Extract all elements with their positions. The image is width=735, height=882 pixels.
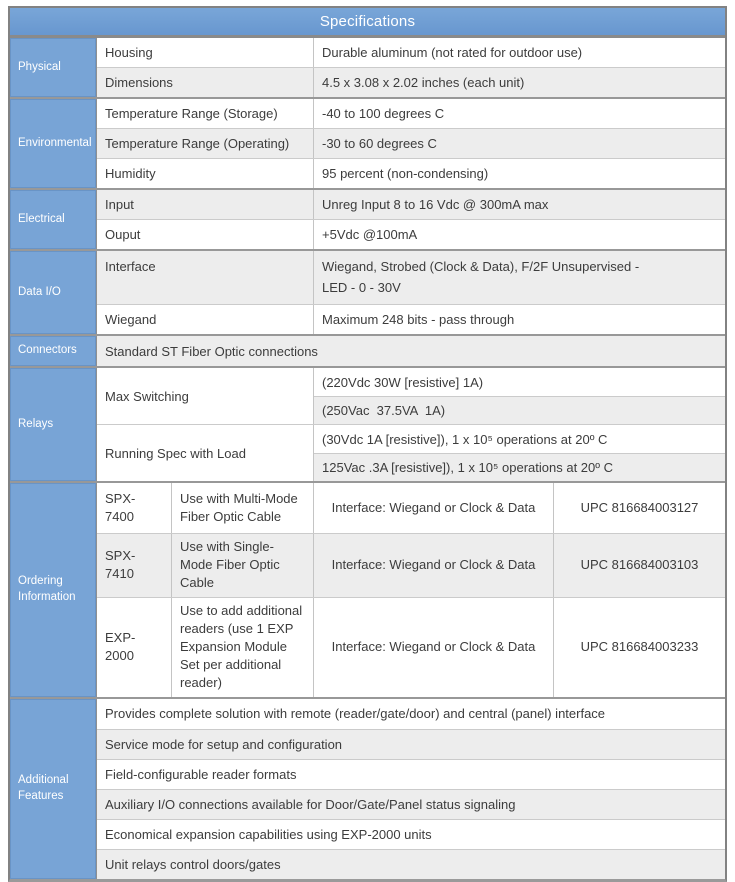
spec-value: (30Vdc 1A [resistive]), 1 x 10⁵ operations at 20º C (314, 425, 725, 453)
spec-label: Interface (97, 251, 314, 304)
ordering-model: EXP-2000 (97, 598, 172, 697)
relay-group (97, 368, 725, 424)
spec-label: Housing (97, 38, 314, 67)
section-environmental (10, 97, 725, 188)
feature-row (97, 699, 725, 729)
spec-value-line-2: LED - 0 - 30V (322, 279, 401, 295)
table-row (97, 533, 725, 597)
feature-text: Service mode for setup and configuration (105, 736, 343, 752)
table-row (97, 336, 725, 366)
category-cell-data-io: Data I/O (10, 251, 97, 334)
spec-value: Unreg Input 8 to 16 Vdc @ 300mA max (322, 197, 549, 212)
spec-label: Ouput (97, 220, 314, 249)
spec-label: Input (97, 190, 314, 219)
spec-label: Temperature Range (Operating) (97, 129, 314, 158)
ordering-upc: UPC 816684003127 (580, 499, 699, 515)
section-relays (10, 366, 725, 481)
spec-value: Durable aluminum (not rated for outdoor use) (322, 45, 583, 60)
feature-row (97, 789, 725, 819)
table-row (97, 251, 725, 304)
ordering-upc: UPC 816684003233 (580, 638, 699, 654)
spec-value: (220Vdc 30W [resistive] 1A) (314, 368, 725, 396)
section-data-io (10, 249, 725, 334)
spec-value: Standard ST Fiber Optic connections (105, 343, 318, 359)
feature-row (97, 819, 725, 849)
spec-value: -40 to 100 degrees C (322, 106, 445, 121)
spec-value: +5Vdc @100mA (322, 227, 418, 242)
category-cell-environmental: Environmental (10, 99, 97, 188)
spec-value-line-1: Wiegand, Strobed (Clock & Data), F/2F Unsupervised - (322, 259, 640, 275)
spec-label: Humidity (97, 159, 314, 188)
spec-value: 125Vac .3A [resistive]), 1 x 10⁵ operations at 20º C (314, 453, 725, 481)
section-ordering-information (10, 481, 725, 697)
category-cell-additional-features: Additional Features (10, 699, 97, 879)
feature-text: Economical expansion capabilities using EXP-2000 units (105, 826, 432, 842)
ordering-description: Use with Multi-Mode Fiber Optic Cable (172, 483, 314, 533)
category-cell-electrical: Electrical (10, 190, 97, 249)
spec-value: 95 percent (non-condensing) (322, 166, 489, 181)
section-additional-features (10, 697, 725, 879)
table-row (97, 304, 725, 334)
ordering-model: SPX-7400 (97, 483, 172, 533)
category-cell-ordering-information: Ordering Information (10, 483, 97, 697)
category-cell-connectors: Connectors (10, 336, 97, 366)
spec-value: 4.5 x 3.08 x 2.02 inches (each unit) (322, 75, 525, 90)
section-electrical (10, 188, 725, 249)
ordering-description: Use with Single-Mode Fiber Optic Cable (172, 534, 314, 597)
feature-text: Unit relays control doors/gates (105, 856, 281, 872)
ordering-interface: Interface: Wiegand or Clock & Data (314, 598, 554, 697)
category-cell-relays: Relays (10, 368, 97, 481)
table-row (97, 219, 725, 249)
table-row (97, 38, 725, 67)
spec-label: Dimensions (97, 68, 314, 97)
spec-label: Wiegand (97, 305, 314, 334)
relay-group (97, 424, 725, 481)
table-row (97, 128, 725, 158)
ordering-description: Use to add additional readers (use 1 EXP Expansion Module Set per additional reader) (172, 598, 314, 697)
table-row (97, 67, 725, 97)
ordering-interface: Interface: Wiegand or Clock & Data (314, 534, 554, 597)
table-row (97, 99, 725, 128)
section-connectors (10, 334, 725, 366)
specifications-table (8, 6, 727, 882)
table-title: Specifications (319, 13, 416, 30)
spec-value: (250Vac 37.5VA 1A) (314, 396, 725, 424)
feature-text: Provides complete solution with remote (reader/gate/door) and central (panel) interface (105, 706, 606, 721)
category-cell-physical: Physical (10, 38, 97, 97)
spec-value: Maximum 248 bits - pass through (322, 312, 515, 327)
spec-label: Max Switching (97, 368, 314, 424)
feature-text: Auxiliary I/O connections available for Door/Gate/Panel status signaling (105, 796, 516, 812)
spec-value: -30 to 60 degrees C (322, 136, 437, 151)
feature-row (97, 849, 725, 879)
table-row (97, 190, 725, 219)
feature-row (97, 729, 725, 759)
table-row (97, 483, 725, 533)
feature-text: Field-configurable reader formats (105, 766, 297, 782)
feature-row (97, 759, 725, 789)
table-row (97, 158, 725, 188)
spec-label: Running Spec with Load (97, 425, 314, 481)
spec-label: Temperature Range (Storage) (97, 99, 314, 128)
table-header (10, 8, 725, 38)
ordering-interface: Interface: Wiegand or Clock & Data (314, 483, 554, 533)
section-physical (10, 38, 725, 97)
spec-value (314, 251, 725, 304)
ordering-upc: UPC 816684003103 (580, 557, 699, 573)
table-row (97, 597, 725, 697)
ordering-model: SPX-7410 (97, 534, 172, 597)
